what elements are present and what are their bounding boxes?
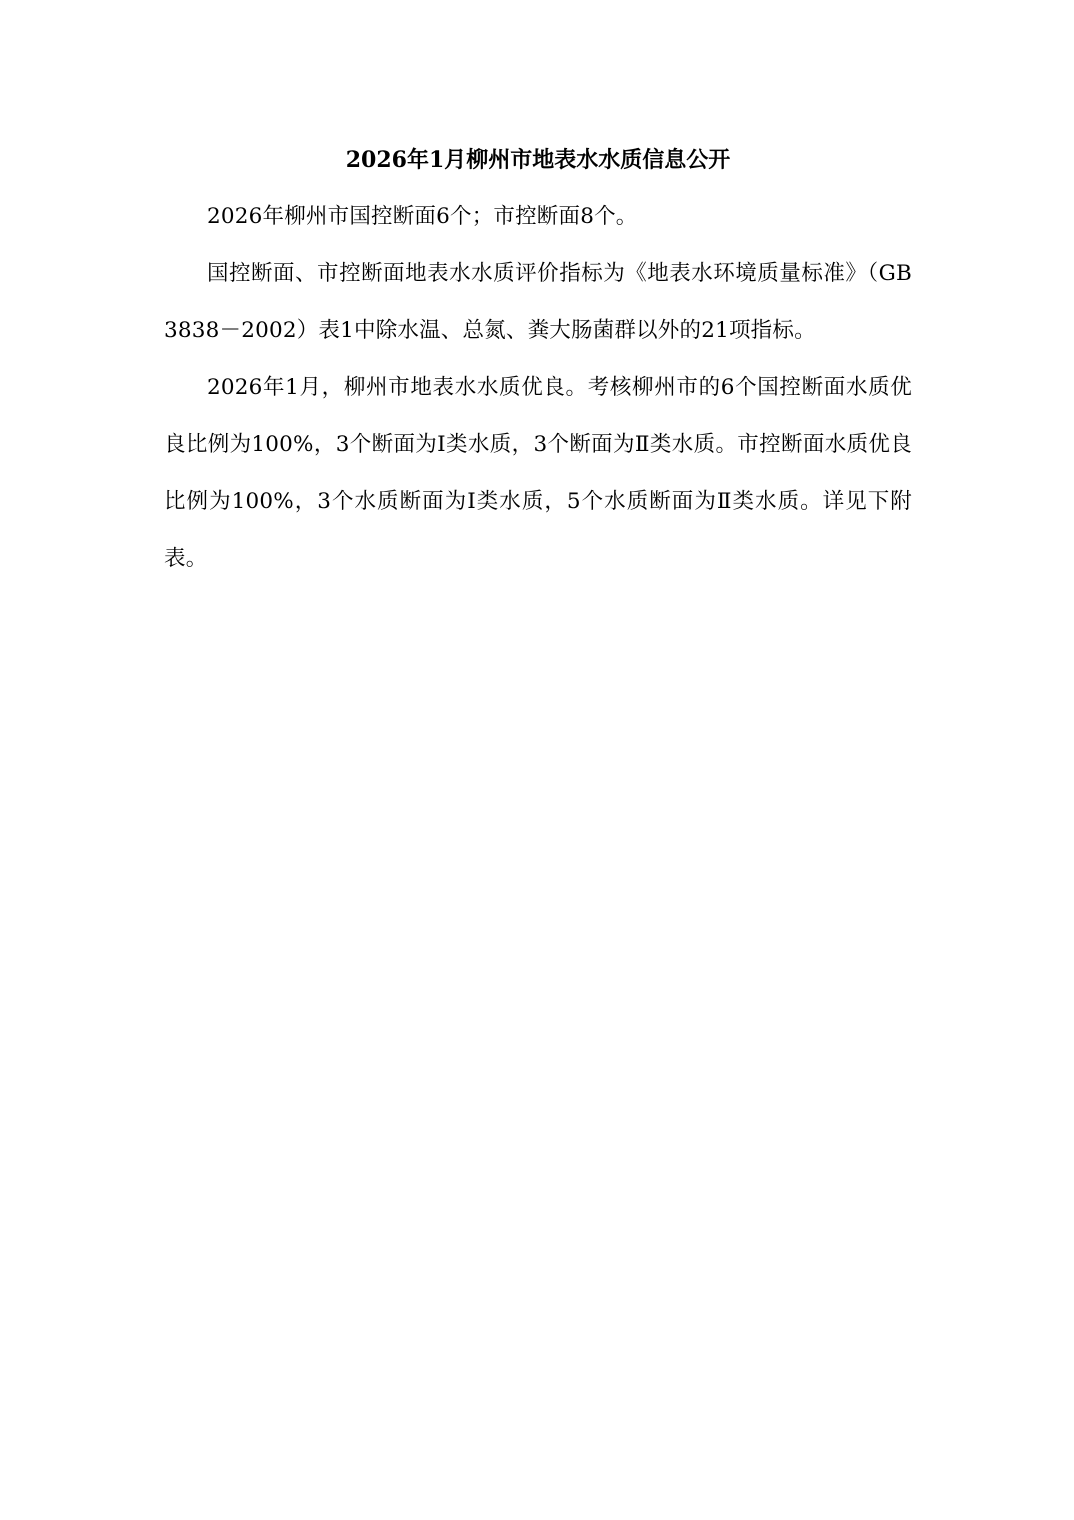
paragraph-evaluation-standard: 国控断面、市控断面地表水水质评价指标为《地表水环境质量标准》（GB 3838－2002）表1中除水温、总氮、粪大肠菌群以外的21项指标。 [164,261,912,343]
document-body [164,138,912,587]
paragraph-water-quality-summary: 2026年1月，柳州市地表水水质优良。考核柳州市的6个国控断面水质优良比例为100%，3个断面为Ⅰ类水质，3个断面为Ⅱ类水质。市控断面水质优良比例为100%，3个水质断面为Ⅰ类水质，5个水质断面为Ⅱ类水质。详见下附表。 [164,375,912,571]
paragraph-section-count: 2026年柳州市国控断面6个；市控断面8个。 [207,204,638,229]
document-title: 2026年1月柳州市地表水水质信息公开 [345,147,731,173]
